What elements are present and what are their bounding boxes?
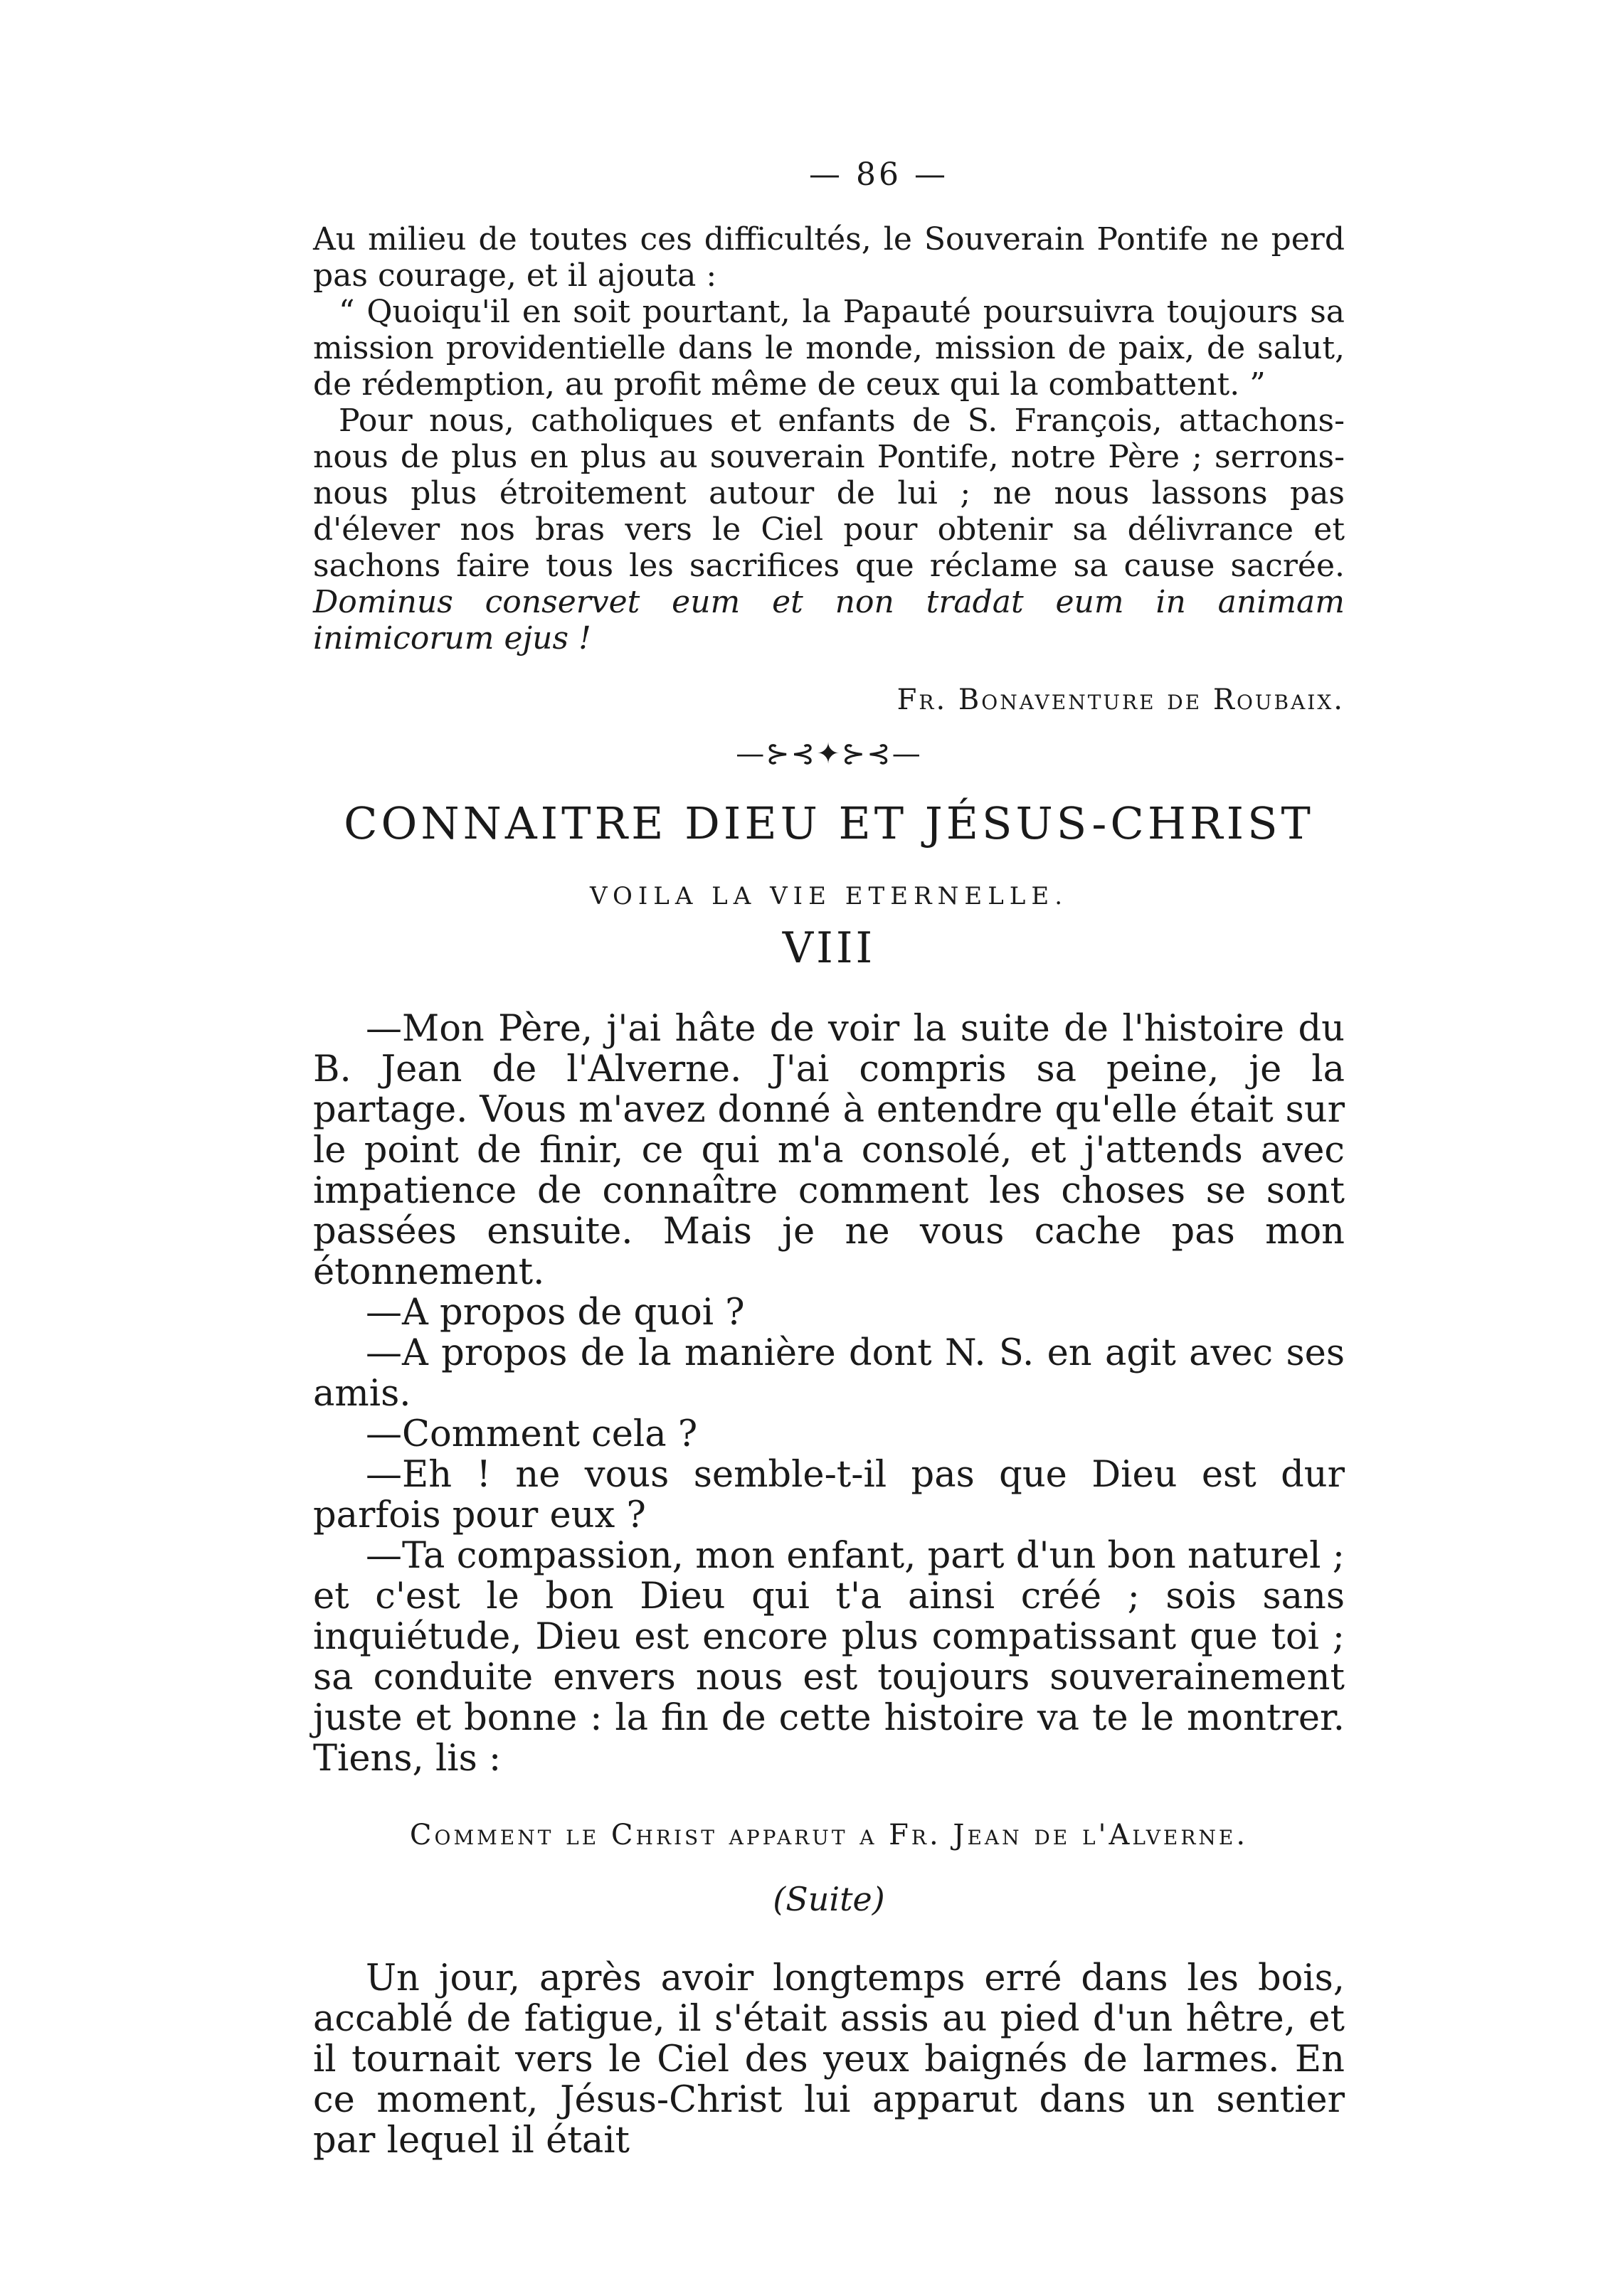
chapter-number: VIII [782,923,876,973]
page-number: — 86 — [809,156,948,193]
document-page [313,156,1345,2161]
dialogue-line: —A propos de la manière dont N. S. en agit avec ses amis. [313,1332,1345,1415]
narrative-section [313,1958,1345,2161]
intro-paragraph-3 [313,403,1345,657]
article-subtitle: VOILA LA VIE ETERNELLE. [589,882,1069,910]
intro-section [313,221,1345,657]
intro-paragraph-2: “ Quoiqu'il en soit pourtant, la Papauté poursuivra toujours sa mission providentielle dans le monde, mission de paix, de salut, de rédemption, au profit même de ceux qui la combattent. ” [313,294,1345,403]
section-suite: (Suite) [773,1880,885,1918]
section-heading: Comment le Christ apparut a Fr. Jean de l'Alverne. [409,1819,1249,1851]
dialogue-section [313,1009,1345,1779]
dialogue-line: —Comment cela ? [366,1413,698,1455]
intro-paragraph-1: Au milieu de toutes ces difficultés, le Souverain Pontife ne perd pas courage, et il ajouta : [313,221,1345,294]
dialogue-line: —Ta compassion, mon enfant, part d'un bon naturel ; et c'est le bon Dieu qui t'a ainsi créé ; sois sans inquiétude, Dieu est encore plus compatissant que toi ; sa conduite envers nous est toujours souverainement juste et bonne : la fin de cette histoire va te le montrer. Tiens, lis : [313,1535,1345,1780]
dialogue-line: —Mon Père, j'ai hâte de voir la suite de l'histoire du B. Jean de l'Alverne. J'ai compris sa peine, je la partage. Vous m'avez donné à entendre qu'elle était sur le point de finir, ce qui m'a consolé, et j'attends avec impatience de connaître comment les choses se sont passées ensuite. Mais je ne vous cache pas mon étonnement. [313,1008,1345,1293]
signature: Fr. Bonaventure de Roubaix. [896,684,1345,716]
article-title: CONNAITRE DIEU ET JÉSUS-CHRIST [344,797,1314,849]
narrative-paragraph: Un jour, après avoir longtemps erré dans les bois, accablé de fatigue, il s'était assis au pied d'un hêtre, et il tournait vers le Ciel des yeux baignés de larmes. En ce moment, Jésus-Christ lui apparut dans un sentier par lequel il était [313,1957,1345,2162]
dialogue-line: —A propos de quoi ? [366,1292,745,1334]
intro-paragraph-3-text: Pour nous, catholiques et enfants de S. François, attachons-nous de plus en plus au souverain Pontife, notre Père ; serrons-nous plus étroitement autour de lui ; ne nous lassons pas d'élever nos bras vers le Ciel pour obtenir sa délivrance et sachons faire tous les sacrifices que réclame sa cause sacrée. [313,403,1345,584]
ornament-divider: —⊱⊰✦⊱⊰— [736,738,922,770]
latin-quote: Dominus conservet eum et non tradat eum in animam inimicorum ejus ! [313,584,1345,657]
dialogue-line: —Eh ! ne vous semble-t-il pas que Dieu est dur parfois pour eux ? [313,1454,1345,1536]
